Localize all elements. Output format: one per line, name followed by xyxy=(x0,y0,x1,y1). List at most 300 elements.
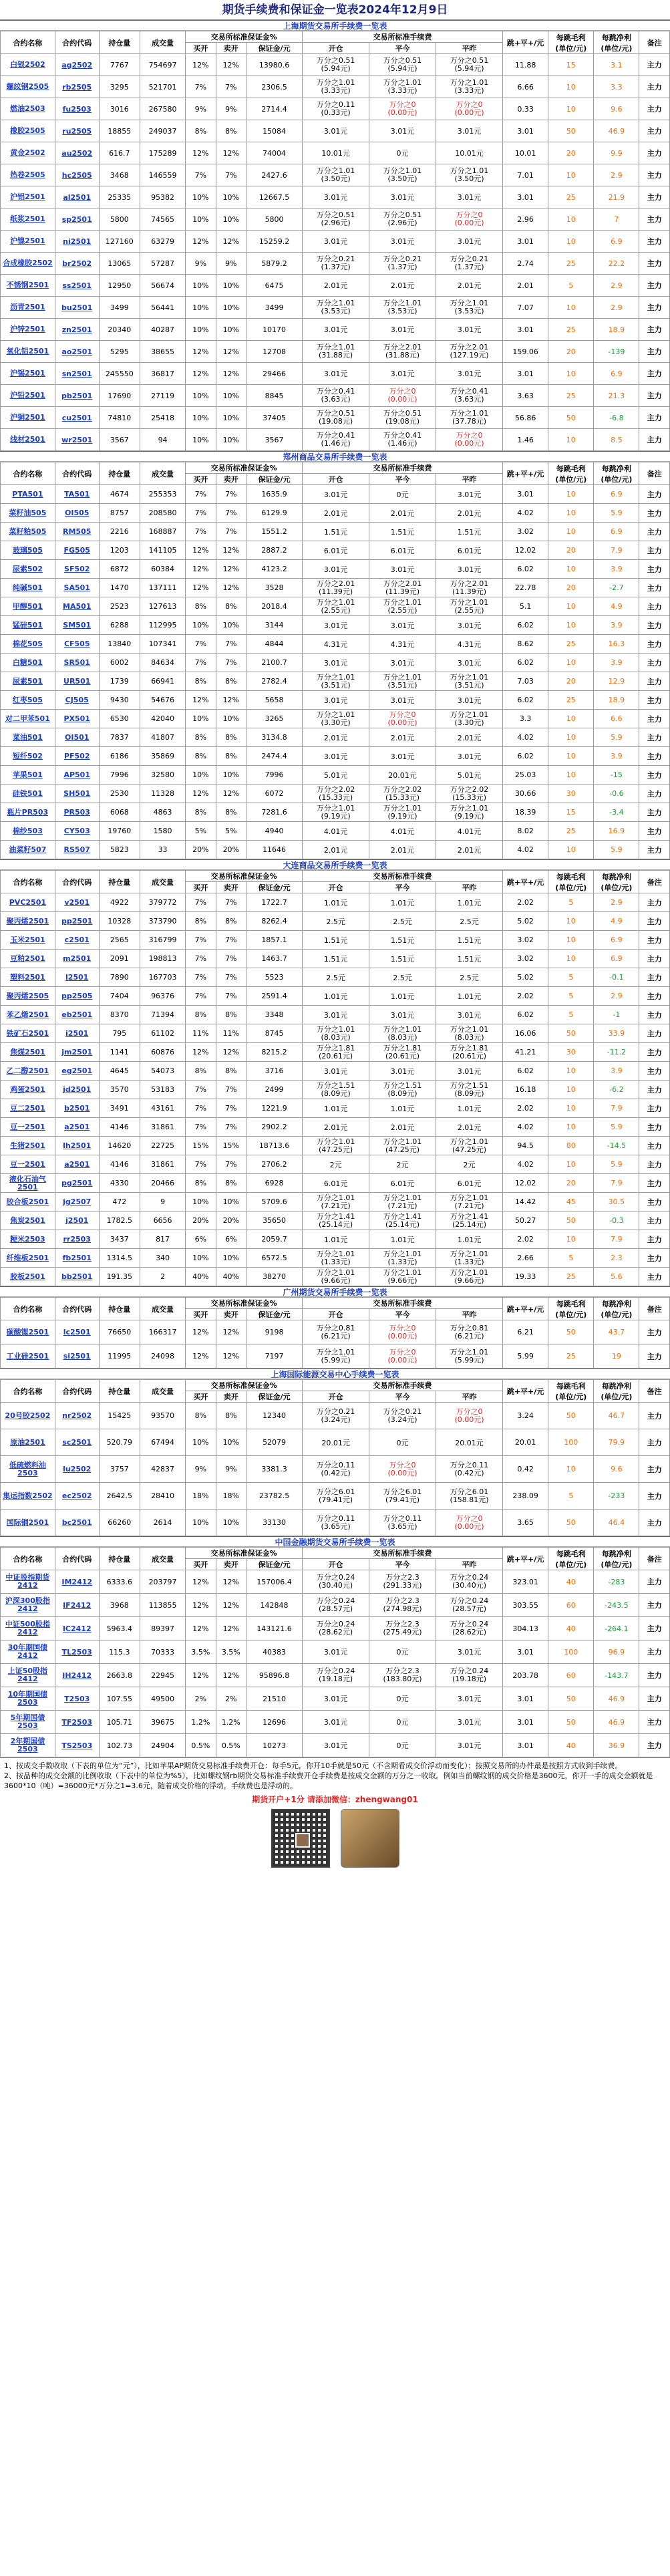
table-row[interactable] xyxy=(1,1230,670,1249)
contract-name[interactable]: 甲醇501 xyxy=(1,597,55,616)
contract-name[interactable]: 液化石油气2501 xyxy=(1,1174,55,1193)
contract-name[interactable]: 尿素501 xyxy=(1,672,55,691)
remark: 主力 xyxy=(639,1664,670,1687)
open-interest: 2523 xyxy=(99,597,140,616)
contract-code[interactable]: CJ505 xyxy=(55,691,99,710)
margin-sell: 11% xyxy=(216,1024,246,1043)
contract-name[interactable]: 苯乙烯2501 xyxy=(1,1006,55,1024)
contract-name[interactable]: 沪铝2501 xyxy=(1,186,55,208)
margin-buy: 12% xyxy=(186,560,216,579)
contract-code[interactable]: sp2501 xyxy=(55,208,99,231)
contract-name[interactable]: 沪铜2501 xyxy=(1,407,55,429)
table-row[interactable] xyxy=(1,747,670,766)
table-row[interactable] xyxy=(1,672,670,691)
contract-code[interactable]: jd2501 xyxy=(55,1081,99,1099)
contract-code[interactable]: AP501 xyxy=(55,766,99,784)
table-row[interactable] xyxy=(1,784,670,803)
contract-code[interactable]: IH2412 xyxy=(55,1664,99,1687)
table-row[interactable] xyxy=(1,319,670,341)
contract-code[interactable]: TF2503 xyxy=(55,1711,99,1734)
table-row[interactable] xyxy=(1,120,670,142)
contract-name[interactable]: 螺纹钢2505 xyxy=(1,76,55,98)
table-row[interactable] xyxy=(1,429,670,451)
table-row[interactable] xyxy=(1,710,670,728)
contract-code[interactable]: ec2502 xyxy=(55,1483,99,1510)
contract-code[interactable]: pp2501 xyxy=(55,912,99,931)
contract-name[interactable]: PTA501 xyxy=(1,485,55,504)
contract-name[interactable]: 菜油501 xyxy=(1,728,55,747)
open-interest: 6002 xyxy=(99,654,140,672)
contract-code[interactable]: OI501 xyxy=(55,728,99,747)
table-row[interactable] xyxy=(1,912,670,931)
fee-open xyxy=(303,1320,369,1344)
tick-cost: 2.02 xyxy=(503,1230,548,1249)
table-row[interactable] xyxy=(1,1594,670,1617)
tick-net: 7.9 xyxy=(594,1230,639,1249)
table-row[interactable] xyxy=(1,1687,670,1711)
table-row[interactable] xyxy=(1,822,670,841)
contract-name[interactable]: 苹果501 xyxy=(1,766,55,784)
table-row[interactable] xyxy=(1,485,670,504)
contract-name[interactable]: 上证50股指2412 xyxy=(1,1664,55,1687)
fee-close-today: 1.51元 xyxy=(369,523,436,541)
table-row[interactable] xyxy=(1,931,670,950)
contract-code[interactable]: b2501 xyxy=(55,1099,99,1118)
table-row[interactable] xyxy=(1,1664,670,1687)
contract-code[interactable]: lc2501 xyxy=(55,1320,99,1344)
tick-net: -264.1 xyxy=(594,1617,639,1640)
table-row[interactable] xyxy=(1,1320,670,1344)
fee-close-old xyxy=(436,1024,503,1043)
tick-net: 46.9 xyxy=(594,1711,639,1734)
contract-code[interactable]: jm2501 xyxy=(55,1043,99,1062)
contract-name[interactable]: 热卷2505 xyxy=(1,164,55,186)
table-row[interactable] xyxy=(1,208,670,231)
fee-close-today: 3.01元 xyxy=(369,120,436,142)
table-row[interactable] xyxy=(1,579,670,597)
table-row[interactable] xyxy=(1,1617,670,1640)
table-row[interactable] xyxy=(1,297,670,319)
contract-name[interactable]: 碳酸锂2501 xyxy=(1,1320,55,1344)
contract-code[interactable]: eg2501 xyxy=(55,1062,99,1081)
contract-code[interactable]: br2502 xyxy=(55,253,99,275)
table-row[interactable] xyxy=(1,1155,670,1174)
contract-name[interactable]: PVC2501 xyxy=(1,893,55,912)
remark: 主力 xyxy=(639,297,670,319)
contract-code[interactable]: zn2501 xyxy=(55,319,99,341)
contract-name[interactable]: 棉纱503 xyxy=(1,822,55,841)
table-row[interactable] xyxy=(1,504,670,523)
contract-code[interactable]: ni2501 xyxy=(55,231,99,253)
contract-code[interactable]: si2501 xyxy=(55,1344,99,1369)
fee-rate: 万分之0.11 xyxy=(316,100,355,109)
table-row[interactable] xyxy=(1,597,670,616)
table-row[interactable] xyxy=(1,950,670,968)
volume: 35869 xyxy=(140,747,185,766)
tick-net: -0.3 xyxy=(594,1211,639,1230)
contract-code[interactable]: pp2505 xyxy=(55,987,99,1006)
fee-rate: 万分之1.01 xyxy=(383,1137,422,1146)
contract-name[interactable]: 生猪2501 xyxy=(1,1137,55,1155)
fee-rate: 万分之1.01 xyxy=(383,1193,422,1202)
deposit-value: 37405 xyxy=(246,407,303,429)
volume: 94 xyxy=(140,429,185,451)
table-row[interactable] xyxy=(1,841,670,859)
contract-name[interactable]: 10年期国债2503 xyxy=(1,1687,55,1711)
table-row[interactable] xyxy=(1,1640,670,1664)
contract-name[interactable]: 沪铅2501 xyxy=(1,385,55,407)
contract-name[interactable]: 低硫燃料油2503 xyxy=(1,1456,55,1483)
contract-code[interactable]: IC2412 xyxy=(55,1617,99,1640)
contract-code[interactable]: v2501 xyxy=(55,893,99,912)
remark: 主力 xyxy=(639,208,670,231)
table-row[interactable] xyxy=(1,968,670,987)
contract-code[interactable]: l2501 xyxy=(55,968,99,987)
tick-profit: 10 xyxy=(548,363,594,385)
table-row[interactable] xyxy=(1,1510,670,1536)
contract-name[interactable]: 短纤502 xyxy=(1,747,55,766)
promo-line[interactable]: 期货开户+1分 请添加微信：zhengwang01 xyxy=(252,1795,418,1804)
table-row[interactable] xyxy=(1,691,670,710)
contract-code[interactable]: a2501 xyxy=(55,1118,99,1137)
table-row[interactable] xyxy=(1,1137,670,1155)
col-header-margin: 交易所标准保证金% xyxy=(186,31,303,43)
tick-net: 46.7 xyxy=(594,1403,639,1429)
contract-name[interactable]: 胶合板2501 xyxy=(1,1193,55,1211)
contract-code[interactable]: cu2501 xyxy=(55,407,99,429)
table-row[interactable] xyxy=(1,1403,670,1429)
contract-code[interactable]: jg2507 xyxy=(55,1193,99,1211)
contract-code[interactable]: RS507 xyxy=(55,841,99,859)
contract-name[interactable]: 中证股指期货2412 xyxy=(1,1570,55,1594)
remark: 主力 xyxy=(639,1024,670,1043)
contract-code[interactable]: au2502 xyxy=(55,142,99,164)
contract-code[interactable]: bu2501 xyxy=(55,297,99,319)
table-row[interactable] xyxy=(1,1711,670,1734)
table-row[interactable] xyxy=(1,1249,670,1268)
contract-code[interactable]: T2503 xyxy=(55,1687,99,1711)
table-row[interactable] xyxy=(1,164,670,186)
contract-code[interactable]: pb2501 xyxy=(55,385,99,407)
table-row[interactable] xyxy=(1,142,670,164)
contract-code[interactable]: SF502 xyxy=(55,560,99,579)
table-row[interactable] xyxy=(1,1118,670,1137)
table-row[interactable] xyxy=(1,341,670,363)
col-header-fee: 交易所标准手续费 xyxy=(303,462,503,474)
contract-name[interactable]: 橡胶2505 xyxy=(1,120,55,142)
contract-code[interactable]: m2501 xyxy=(55,950,99,968)
contract-name[interactable]: 对二甲苯501 xyxy=(1,710,55,728)
table-row[interactable] xyxy=(1,766,670,784)
margin-buy: 5% xyxy=(186,822,216,841)
table-row[interactable] xyxy=(1,385,670,407)
contract-name[interactable]: 沪深300股指2412 xyxy=(1,1594,55,1617)
fee-close-today xyxy=(369,710,436,728)
contract-code[interactable]: CF505 xyxy=(55,635,99,654)
contract-code[interactable]: PR503 xyxy=(55,803,99,822)
contract-name[interactable]: 棉花505 xyxy=(1,635,55,654)
table-row[interactable] xyxy=(1,1024,670,1043)
table-row[interactable] xyxy=(1,1483,670,1510)
table-row[interactable] xyxy=(1,1193,670,1211)
open-interest: 66260 xyxy=(99,1510,140,1536)
table-row[interactable] xyxy=(1,654,670,672)
fee-rate: 万分之2.3 xyxy=(385,1620,420,1628)
margin-buy: 12% xyxy=(186,1320,216,1344)
contract-name[interactable]: 白糖501 xyxy=(1,654,55,672)
remark: 主力 xyxy=(639,672,670,691)
table-row[interactable] xyxy=(1,893,670,912)
volume: 127613 xyxy=(140,597,185,616)
contract-name[interactable]: 沪镍2501 xyxy=(1,231,55,253)
table-row[interactable] xyxy=(1,523,670,541)
tick-cost: 1.46 xyxy=(503,429,548,451)
table-row[interactable] xyxy=(1,1174,670,1193)
contract-name[interactable]: 焦炭2501 xyxy=(1,1211,55,1230)
contract-name[interactable]: 2年期国债2503 xyxy=(1,1734,55,1757)
contract-code[interactable]: SH501 xyxy=(55,784,99,803)
table-row[interactable] xyxy=(1,560,670,579)
contract-code[interactable]: al2501 xyxy=(55,186,99,208)
table-row[interactable] xyxy=(1,1456,670,1483)
contract-name[interactable]: 胶板2501 xyxy=(1,1268,55,1286)
contract-code[interactable]: c2501 xyxy=(55,931,99,950)
table-row[interactable] xyxy=(1,54,670,76)
contract-code[interactable]: nr2502 xyxy=(55,1403,99,1429)
tick-net: 6.9 xyxy=(594,950,639,968)
contract-name[interactable]: 豆粕2501 xyxy=(1,950,55,968)
deposit-value: 15259.2 xyxy=(246,231,303,253)
contract-name[interactable]: 原油2501 xyxy=(1,1429,55,1456)
table-row[interactable] xyxy=(1,541,670,560)
contract-code[interactable]: rb2505 xyxy=(55,76,99,98)
fee-amount: (25.14元) xyxy=(452,1220,487,1229)
contract-code[interactable]: ss2501 xyxy=(55,275,99,297)
contract-code[interactable]: hc2505 xyxy=(55,164,99,186)
remark: 主力 xyxy=(639,950,670,968)
volume: 39675 xyxy=(140,1711,185,1734)
contract-code[interactable]: ao2501 xyxy=(55,341,99,363)
fee-close-today xyxy=(369,297,436,319)
contract-name[interactable]: 燃油2503 xyxy=(1,98,55,120)
open-interest: 4330 xyxy=(99,1174,140,1193)
tick-net: -243.5 xyxy=(594,1594,639,1617)
contract-name[interactable]: 粳米2503 xyxy=(1,1230,55,1249)
contract-code[interactable]: bc2501 xyxy=(55,1510,99,1536)
contract-code[interactable]: TL2503 xyxy=(55,1640,99,1664)
contract-code[interactable]: RM505 xyxy=(55,523,99,541)
contract-name[interactable]: 纯碱501 xyxy=(1,579,55,597)
contract-code[interactable]: IF2412 xyxy=(55,1594,99,1617)
table-row[interactable] xyxy=(1,1429,670,1456)
contract-name[interactable]: 鸡蛋2501 xyxy=(1,1081,55,1099)
contract-code[interactable]: sn2501 xyxy=(55,363,99,385)
contract-code[interactable]: lu2502 xyxy=(55,1456,99,1483)
fee-rate: 万分之1.01 xyxy=(316,1347,355,1356)
table-row[interactable] xyxy=(1,1081,670,1099)
contract-name[interactable]: 工业硅2501 xyxy=(1,1344,55,1369)
contract-name[interactable]: 纸浆2501 xyxy=(1,208,55,231)
table-row[interactable] xyxy=(1,231,670,253)
contract-code[interactable]: SR501 xyxy=(55,654,99,672)
contract-code[interactable]: FG505 xyxy=(55,541,99,560)
contract-name[interactable]: 聚丙烯2501 xyxy=(1,912,55,931)
contract-code[interactable]: fu2503 xyxy=(55,98,99,120)
open-interest: 105.71 xyxy=(99,1711,140,1734)
table-row[interactable] xyxy=(1,987,670,1006)
contract-name[interactable]: 氧化铝2501 xyxy=(1,341,55,363)
contract-code[interactable]: a2501 xyxy=(55,1155,99,1174)
contract-code[interactable]: ru2505 xyxy=(55,120,99,142)
contract-code[interactable]: fb2501 xyxy=(55,1249,99,1268)
deposit-value: 12667.5 xyxy=(246,186,303,208)
contract-code[interactable]: UR501 xyxy=(55,672,99,691)
contract-name[interactable]: 合成橡胶2502 xyxy=(1,253,55,275)
table-row[interactable] xyxy=(1,803,670,822)
fee-rate: 万分之0 xyxy=(456,431,483,440)
contract-name[interactable]: 线材2501 xyxy=(1,429,55,451)
remark: 主力 xyxy=(639,1249,670,1268)
col-header-code: 合约代码 xyxy=(55,1548,99,1570)
contract-name[interactable]: 沪锌2501 xyxy=(1,319,55,341)
table-row[interactable] xyxy=(1,76,670,98)
contract-name[interactable]: 5年期国债2503 xyxy=(1,1711,55,1734)
contract-name[interactable]: 国际铜2501 xyxy=(1,1510,55,1536)
contract-name[interactable]: 玻璃505 xyxy=(1,541,55,560)
contract-name[interactable]: 20号胶2502 xyxy=(1,1403,55,1429)
contract-name[interactable]: 豆二2501 xyxy=(1,1099,55,1118)
col-header-deposit: 保证金/元 xyxy=(246,1309,303,1320)
fee-amount: (30.40元) xyxy=(452,1581,487,1590)
table-row[interactable] xyxy=(1,407,670,429)
contract-name[interactable]: 乙二醇2501 xyxy=(1,1062,55,1081)
table-row[interactable] xyxy=(1,1043,670,1062)
contract-name[interactable]: 30年期国债2412 xyxy=(1,1640,55,1664)
margin-buy: 6% xyxy=(186,1230,216,1249)
tick-net: -15 xyxy=(594,766,639,784)
open-interest: 5823 xyxy=(99,841,140,859)
contract-code[interactable]: ag2502 xyxy=(55,54,99,76)
contract-name[interactable]: 尿素502 xyxy=(1,560,55,579)
remark: 主力 xyxy=(639,1081,670,1099)
contract-name[interactable]: 硅铁501 xyxy=(1,784,55,803)
table-row[interactable] xyxy=(1,616,670,635)
deposit-value: 8845 xyxy=(246,385,303,407)
contract-code[interactable]: lh2501 xyxy=(55,1137,99,1155)
contract-code[interactable]: eb2501 xyxy=(55,1006,99,1024)
contract-name[interactable]: 油菜籽507 xyxy=(1,841,55,859)
open-interest: 6068 xyxy=(99,803,140,822)
contract-code[interactable]: i2501 xyxy=(55,1024,99,1043)
fee-close-today: 2.5元 xyxy=(369,968,436,987)
contract-name[interactable]: 沥青2501 xyxy=(1,297,55,319)
table-row[interactable] xyxy=(1,1062,670,1081)
contract-code[interactable]: j2501 xyxy=(55,1211,99,1230)
contract-code[interactable]: TA501 xyxy=(55,485,99,504)
contract-code[interactable]: bb2501 xyxy=(55,1268,99,1286)
table-row[interactable] xyxy=(1,635,670,654)
qr-code[interactable] xyxy=(271,1809,330,1868)
volume: 24904 xyxy=(140,1734,185,1757)
contract-name[interactable]: 中证500股指2412 xyxy=(1,1617,55,1640)
contract-name[interactable]: 焦煤2501 xyxy=(1,1043,55,1062)
fee-rate: 万分之0.11 xyxy=(316,1460,355,1469)
fee-rate: 万分之0.24 xyxy=(450,1573,489,1582)
contract-name[interactable]: 黄金2502 xyxy=(1,142,55,164)
fee-rate: 万分之0 xyxy=(456,210,483,219)
contract-name[interactable]: 菜籽油505 xyxy=(1,504,55,523)
contract-code[interactable]: rr2503 xyxy=(55,1230,99,1249)
table-row[interactable] xyxy=(1,1211,670,1230)
contract-name[interactable]: 玉米2501 xyxy=(1,931,55,950)
table-row[interactable] xyxy=(1,1268,670,1286)
contract-name[interactable]: 纤维板2501 xyxy=(1,1249,55,1268)
contract-name[interactable]: 豆一2501 xyxy=(1,1155,55,1174)
deposit-value: 3567 xyxy=(246,429,303,451)
contract-name[interactable]: 菜籽粕505 xyxy=(1,523,55,541)
volume: 53183 xyxy=(140,1081,185,1099)
contract-code[interactable]: CY503 xyxy=(55,822,99,841)
contract-code[interactable]: SA501 xyxy=(55,579,99,597)
table-row[interactable] xyxy=(1,363,670,385)
contract-name[interactable]: 锰硅501 xyxy=(1,616,55,635)
table-row[interactable] xyxy=(1,275,670,297)
contract-code[interactable]: PF502 xyxy=(55,747,99,766)
margin-buy: 10% xyxy=(186,616,216,635)
contract-code[interactable]: OI505 xyxy=(55,504,99,523)
contract-name[interactable]: 豆一2501 xyxy=(1,1118,55,1137)
table-row[interactable] xyxy=(1,1570,670,1594)
contract-name[interactable]: 红枣505 xyxy=(1,691,55,710)
contract-name[interactable]: 瓶片PR503 xyxy=(1,803,55,822)
fee-open: 3.01元 xyxy=(303,1734,369,1757)
contract-code[interactable]: IM2412 xyxy=(55,1570,99,1594)
contract-name[interactable]: 聚丙烯2505 xyxy=(1,987,55,1006)
contract-code[interactable]: sc2501 xyxy=(55,1429,99,1456)
table-row[interactable] xyxy=(1,98,670,120)
fee-amount: (3.30元) xyxy=(454,718,484,727)
tick-cost: 2.02 xyxy=(503,893,548,912)
contract-code[interactable]: SM501 xyxy=(55,616,99,635)
col-header-fee: 交易所标准手续费 xyxy=(303,871,503,882)
fee-amount: (1.46元) xyxy=(321,439,351,448)
table-row[interactable] xyxy=(1,186,670,208)
volume: 31861 xyxy=(140,1155,185,1174)
contract-name[interactable]: 集运指数2502 xyxy=(1,1483,55,1510)
contract-code[interactable]: PX501 xyxy=(55,710,99,728)
contract-name[interactable]: 塑料2501 xyxy=(1,968,55,987)
table-row[interactable] xyxy=(1,1099,670,1118)
contract-code[interactable]: wr2501 xyxy=(55,429,99,451)
fee-amount: (3.63元) xyxy=(454,395,484,404)
table-row[interactable] xyxy=(1,1006,670,1024)
margin-buy: 10% xyxy=(186,710,216,728)
table-row[interactable] xyxy=(1,1344,670,1369)
contract-name[interactable]: 白银2502 xyxy=(1,54,55,76)
tick-cost: 3.01 xyxy=(503,485,548,504)
fee-rate: 万分之2.01 xyxy=(316,579,355,588)
table-row[interactable] xyxy=(1,253,670,275)
tick-net: 5.9 xyxy=(594,504,639,523)
contract-code[interactable]: TS2503 xyxy=(55,1734,99,1757)
contract-name[interactable]: 铁矿石2501 xyxy=(1,1024,55,1043)
contract-code[interactable]: pg2501 xyxy=(55,1174,99,1193)
table-row[interactable] xyxy=(1,1734,670,1757)
contract-name[interactable]: 不锈钢2501 xyxy=(1,275,55,297)
table-row[interactable] xyxy=(1,728,670,747)
contract-name[interactable]: 沪锡2501 xyxy=(1,363,55,385)
contract-code[interactable]: MA501 xyxy=(55,597,99,616)
